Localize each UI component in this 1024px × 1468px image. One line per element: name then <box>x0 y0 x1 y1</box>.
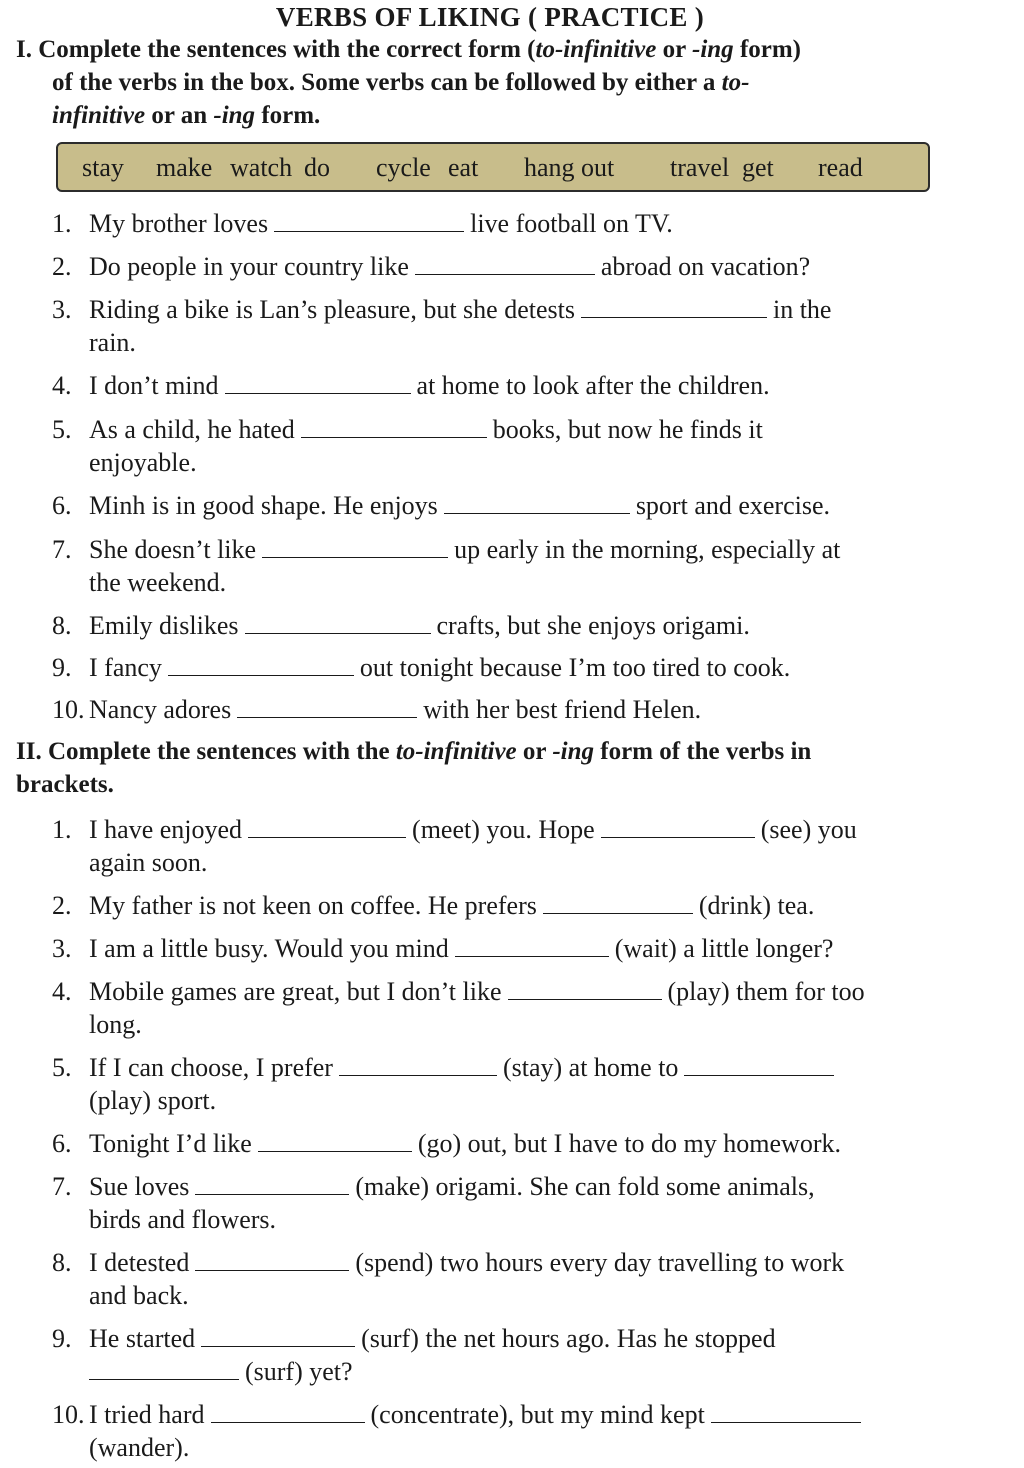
item-text: Nancy adores <box>89 695 232 724</box>
answer-blank[interactable] <box>168 655 354 676</box>
s1-item-4 <box>52 369 952 402</box>
s1-item-8 <box>52 609 952 642</box>
answer-blank[interactable] <box>415 254 595 275</box>
item-number: 7. <box>52 1172 72 1201</box>
answer-blank[interactable] <box>225 373 411 394</box>
answer-blank[interactable] <box>601 817 755 838</box>
item-number: 6. <box>52 1129 72 1158</box>
item-text: (play) sport. <box>89 1086 217 1115</box>
page-title: VERBS OF LIKING ( PRACTICE ) <box>275 2 705 32</box>
section-1-line3-b: or an <box>145 102 214 129</box>
item-number: 2. <box>52 891 72 920</box>
s1-item-9 <box>52 651 952 684</box>
item-number: 10. <box>52 1400 85 1429</box>
section-1-line2-b: to- <box>721 69 750 96</box>
item-text: (play) them for too <box>667 977 865 1006</box>
item-text: (go) out, but I have to do my homework. <box>417 1129 841 1158</box>
item-text: at home to look after the children. <box>416 371 770 400</box>
item-number: 4. <box>52 977 72 1006</box>
item-text: rain. <box>89 328 136 357</box>
s1-item-5 <box>52 413 952 479</box>
s1-item-3 <box>52 293 952 359</box>
section-2-instructions <box>16 735 956 801</box>
item-text: I tried hard <box>89 1400 205 1429</box>
item-number: 7. <box>52 535 72 564</box>
item-text: (stay) at home to <box>502 1053 679 1082</box>
box-word: watch <box>230 153 293 182</box>
answer-blank[interactable] <box>455 936 609 957</box>
item-text: (meet) you. Hope <box>412 815 595 844</box>
answer-blank[interactable] <box>274 211 464 232</box>
answer-blank[interactable] <box>237 697 417 718</box>
item-text: Minh is in good shape. He enjoys <box>89 491 438 520</box>
box-word: travel <box>670 153 730 182</box>
item-text: Do people in your country like <box>89 252 409 281</box>
s1-item-6 <box>52 489 952 522</box>
box-word: hang out <box>524 153 615 182</box>
item-text: Riding a bike is Lan’s pleasure, but she detests <box>89 295 575 324</box>
item-text: live football on TV. <box>470 209 673 238</box>
section-2-instr-b: to-infinitive <box>395 738 517 765</box>
section-2-instr-e: form of the verbs in <box>594 738 812 765</box>
item-text: books, but now he finds it <box>492 415 763 444</box>
item-text: If I can choose, I prefer <box>89 1053 333 1082</box>
section-2-number: II. <box>16 738 42 765</box>
s1-item-2 <box>52 250 952 283</box>
item-text: As a child, he hated <box>89 415 295 444</box>
answer-blank[interactable] <box>262 537 448 558</box>
section-1-instr-a: Complete the sentences with the correct form ( <box>38 36 536 63</box>
item-text: Sue loves <box>89 1172 190 1201</box>
answer-blank[interactable] <box>201 1326 355 1347</box>
item-text: Mobile games are great, but I don’t like <box>89 977 502 1006</box>
answer-blank[interactable] <box>444 493 630 514</box>
item-number: 5. <box>52 415 72 444</box>
item-text: He started <box>89 1324 196 1353</box>
section-1-instr-e: form) <box>733 36 802 63</box>
box-word: cycle <box>376 153 431 182</box>
item-text: (wander). <box>89 1433 190 1462</box>
answer-blank[interactable] <box>89 1359 239 1380</box>
s2-item-2 <box>52 889 952 922</box>
answer-blank[interactable] <box>508 979 662 1000</box>
item-number: 4. <box>52 371 72 400</box>
s2-item-6 <box>52 1127 952 1160</box>
s2-item-7 <box>52 1170 952 1236</box>
item-text: (drink) tea. <box>698 891 815 920</box>
section-1-instr-d: -ing <box>692 36 734 63</box>
item-text: I have enjoyed <box>89 815 243 844</box>
answer-blank[interactable] <box>211 1402 365 1423</box>
item-text: (make) origami. She can fold some animals, <box>355 1172 815 1201</box>
item-number: 9. <box>52 1324 72 1353</box>
box-word: get <box>742 153 774 182</box>
item-text: I detested <box>89 1248 190 1277</box>
answer-blank[interactable] <box>248 817 406 838</box>
s2-item-4 <box>52 975 952 1041</box>
box-word: stay <box>82 153 124 182</box>
s1-item-7 <box>52 533 952 599</box>
item-text: again soon. <box>89 848 208 877</box>
item-number: 5. <box>52 1053 72 1082</box>
item-text: (surf) the net hours ago. Has he stopped <box>361 1324 776 1353</box>
item-number: 1. <box>52 815 72 844</box>
section-2-line2: brackets. <box>16 771 114 798</box>
item-text: Emily dislikes <box>89 611 239 640</box>
item-text: My father is not keen on coffee. He prefers <box>89 891 537 920</box>
s2-item-10 <box>52 1398 952 1464</box>
item-text: (spend) two hours every day travelling to work <box>355 1248 845 1277</box>
section-1-number: I. <box>16 36 32 63</box>
item-number: 3. <box>52 295 72 324</box>
item-text: (surf) yet? <box>245 1357 353 1386</box>
word-box <box>56 142 930 192</box>
answer-blank[interactable] <box>684 1055 834 1076</box>
box-word: eat <box>448 153 479 182</box>
section-1-line3-c: -ing <box>213 102 256 129</box>
item-text: I don’t mind <box>89 371 219 400</box>
box-word: do <box>304 153 330 182</box>
section-1-line3-d: form. <box>255 102 321 129</box>
box-word: read <box>818 153 863 182</box>
answer-blank[interactable] <box>195 1250 349 1271</box>
s2-item-9 <box>52 1322 952 1388</box>
s2-item-1 <box>52 813 952 879</box>
item-text: out tonight because I’m too tired to cook. <box>359 653 791 682</box>
item-text: crafts, but she enjoys origami. <box>436 611 750 640</box>
item-text: sport and exercise. <box>635 491 831 520</box>
item-text: up early in the morning, especially at <box>454 535 841 564</box>
item-text: (see) you <box>760 815 857 844</box>
s1-item-1 <box>52 207 952 240</box>
item-text: (concentrate), but my mind kept <box>370 1400 705 1429</box>
answer-blank[interactable] <box>711 1402 861 1423</box>
answer-blank[interactable] <box>581 297 767 318</box>
item-text: and back. <box>89 1281 189 1310</box>
item-number: 6. <box>52 491 72 520</box>
item-text: abroad on vacation? <box>600 252 811 281</box>
answer-blank[interactable] <box>245 613 431 634</box>
answer-blank[interactable] <box>195 1174 349 1195</box>
item-text: (wait) a little longer? <box>614 934 834 963</box>
s2-item-5 <box>52 1051 952 1117</box>
item-number: 3. <box>52 934 72 963</box>
item-text: birds and flowers. <box>89 1205 277 1234</box>
item-number: 1. <box>52 209 72 238</box>
item-text: Tonight I’d like <box>89 1129 252 1158</box>
item-text: I fancy <box>89 653 162 682</box>
answer-blank[interactable] <box>339 1055 497 1076</box>
answer-blank[interactable] <box>301 417 487 438</box>
item-number: 9. <box>52 653 72 682</box>
section-1-line2-a: of the verbs in the box. Some verbs can be followed by either a <box>52 69 722 96</box>
box-word: make <box>156 153 213 182</box>
item-text: in the <box>772 295 832 324</box>
item-text: I am a little busy. Would you mind <box>89 934 449 963</box>
section-1-instr-c: or <box>656 36 692 63</box>
item-text: enjoyable. <box>89 448 197 477</box>
answer-blank[interactable] <box>258 1131 412 1152</box>
item-number: 2. <box>52 252 72 281</box>
section-2-instr-d: -ing <box>552 738 594 765</box>
item-number: 8. <box>52 611 72 640</box>
section-1-instructions <box>16 33 956 132</box>
answer-blank[interactable] <box>543 893 693 914</box>
item-number: 8. <box>52 1248 72 1277</box>
item-text: with her best friend Helen. <box>423 695 702 724</box>
section-2-instr-a: Complete the sentences with the <box>47 738 396 765</box>
item-text: She doesn’t like <box>89 535 257 564</box>
section-1-instr-b: to-infinitive <box>535 36 657 63</box>
s1-item-10 <box>52 693 952 726</box>
item-text: long. <box>89 1010 142 1039</box>
s2-item-8 <box>52 1246 952 1312</box>
item-text: the weekend. <box>89 568 227 597</box>
item-number: 10. <box>52 695 85 724</box>
s2-item-3 <box>52 932 952 965</box>
section-2-instr-c: or <box>516 738 553 765</box>
item-text: My brother loves <box>89 209 269 238</box>
section-1-line3-a: infinitive <box>52 102 146 129</box>
